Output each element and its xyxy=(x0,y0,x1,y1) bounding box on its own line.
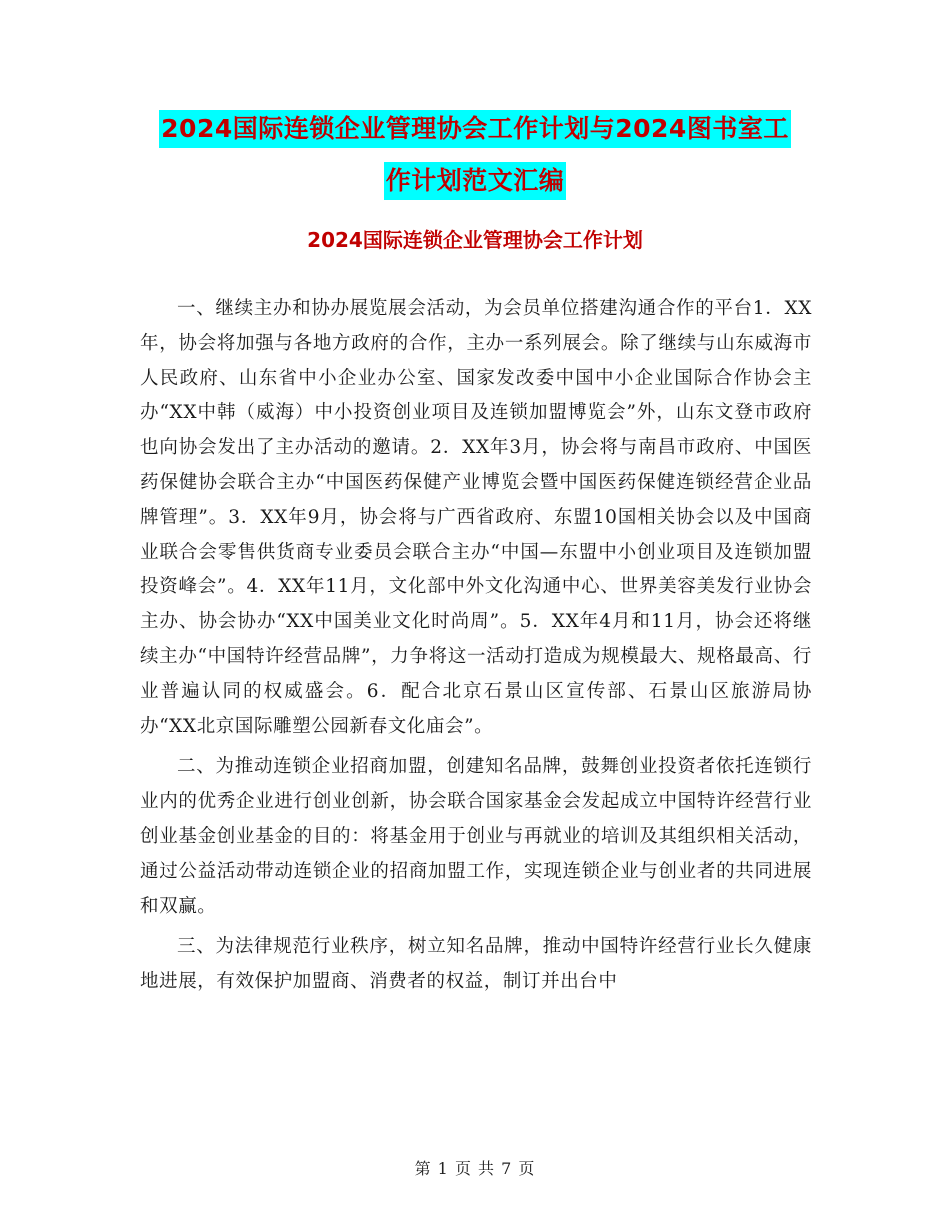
title-line-1: 2024国际连锁企业管理协会工作计划与2024图书室工 xyxy=(159,110,791,148)
section-heading: 2024国际连锁企业管理协会工作计划 xyxy=(307,228,643,252)
title-line-2: 作计划范文汇编 xyxy=(384,162,567,200)
paragraph-1: 一、继续主办和协办展览展会活动，为会员单位搭建沟通合作的平台1．XX年，协会将加强与各地方政府的合作，主办一系列展会。除了继续与山东威海市人民政府、山东省中小企业办公室、国家发改委中国中小企业国际合作协会主办“XX中韩（威海）中小投资创业项目及连锁加盟博览会”外，山东文登市政府也向协会发出了主办活动的邀请。2．XX年3月，协会将与南昌市政府、中国医药保健协会联合主办“中国医药保健产业博览会暨中国医药保健连锁经营企业品牌管理”。3．XX年9月，协会将与广西省政府、东盟10国相关协会以及中国商业联合会零售供货商专业委员会联合主办“中国—东盟中小创业项目及连锁加盟投资峰会”。4．XX年11月，文化部中外文化沟通中心、世界美容美发行业协会主办、协会协办“XX中国美业文化时尚周”。5．XX年4月和11月，协会还将继续主办“中国特许经营品牌”，力争将这一活动打造成为规模最大、规格最高、行业普遍认同的权威盛会。6．配合北京石景山区宣传部、石景山区旅游局协办“XX北京国际雕塑公园新春文化庙会”。 xyxy=(140,298,812,737)
page-footer: 第 1 页 共 7 页 xyxy=(414,1159,536,1178)
document-title xyxy=(0,110,950,214)
paragraph-2: 二、为推动连锁企业招商加盟，创建知名品牌，鼓舞创业投资者依托连锁行业内的优秀企业进行创业创新，协会联合国家基金会发起成立中国特许经营行业创业基金创业基金的目的：将基金用于创业与再就业的培训及其组织相关活动，通过公益活动带动连锁企业的招商加盟工作，实现连锁企业与创业者的共同进展和双赢。 xyxy=(140,756,812,917)
paragraph-3: 三、为法律规范行业秩序，树立知名品牌，推动中国特许经营行业长久健康地进展，有效保护加盟商、消费者的权益，制订并出台中 xyxy=(140,936,812,993)
document-body xyxy=(140,292,812,1006)
